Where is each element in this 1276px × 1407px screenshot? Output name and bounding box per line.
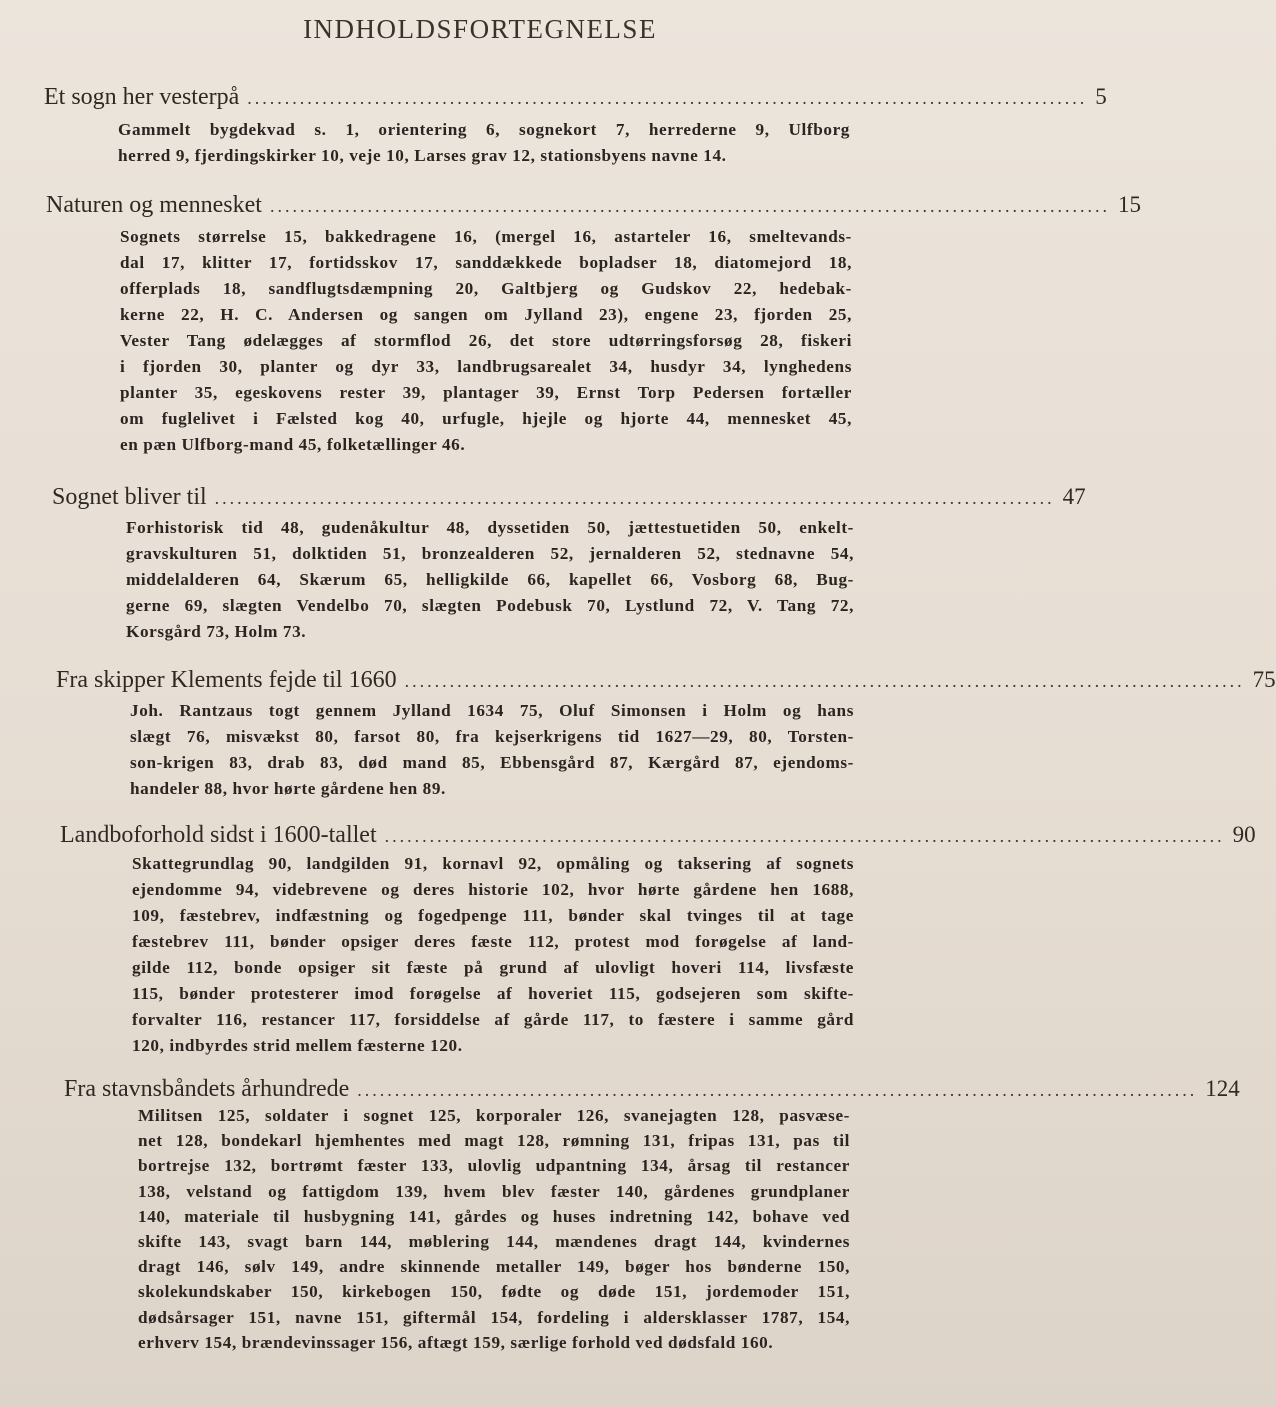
summary-line: skifte 143, svagt barn 144, møblering 144, mændenes dragt 144, kvindernes xyxy=(138,1232,850,1252)
dot-leader: ................................................................................................................ xyxy=(404,671,1245,691)
toc-section xyxy=(44,82,1107,169)
dot-leader: ................................................................................................................ xyxy=(384,826,1225,846)
summary-line: Sognets størrelse 15, bakkedragene 16, (mergel 16, astarteler 16, smeltevands- xyxy=(120,227,852,246)
toc-section xyxy=(60,820,1256,1059)
summary-line: i fjorden 30, planter og dyr 33, landbrugsarealet 34, husdyr 34, lynghedens xyxy=(120,357,852,376)
section-summary xyxy=(138,1103,850,1355)
summary-line: fæstebrev 111, bønder opsiger deres fæste 112, protest mod forøgelse af land- xyxy=(132,932,854,951)
summary-line: Militsen 125, soldater i sognet 125, korporaler 126, svanejagten 128, pasvæse- xyxy=(138,1106,850,1125)
section-summary xyxy=(126,515,854,645)
toc-entry-row xyxy=(46,190,1141,221)
toc-section xyxy=(46,190,1141,458)
summary-line: 109, fæstebrev, indfæstning og fogedpenge 111, bønder skal tvinges til at tage xyxy=(132,906,854,925)
summary-line: planter 35, egeskovens rester 39, plantager 39, Ernst Torp Pedersen fortæller xyxy=(120,383,852,402)
summary-line: om fuglelivet i Fælsted kog 40, urfugle, hjejle og hjorte 44, mennesket 45, xyxy=(120,409,852,428)
section-summary xyxy=(120,224,852,458)
summary-line: herred 9, fjerdingskirker 10, veje 10, Larses grav 12, stationsbyens navne 14. xyxy=(118,146,727,165)
summary-line: 115, bønder protesterer imod forøgelse af hoveriet 115, godsejeren som skifte- xyxy=(132,984,854,1003)
summary-line: 120, indbyrdes strid mellem fæsterne 120. xyxy=(132,1036,463,1055)
summary-line: middelalderen 64, Skærum 65, helligkilde 66, kapellet 66, Vosborg 68, Bug- xyxy=(126,570,854,589)
summary-line: Vester Tang ødelægges af stormflod 26, det store udtørringsforsøg 28, fiskeri xyxy=(120,331,852,350)
section-title: Sognet bliver til xyxy=(52,484,207,510)
summary-line: gravskulturen 51, dolktiden 51, bronzealderen 52, jernalderen 52, stednavne 54, xyxy=(126,544,854,563)
summary-line: son-krigen 83, drab 83, død mand 85, Ebbensgård 87, Kærgård 87, ejendoms- xyxy=(130,753,854,772)
section-title: Naturen og mennesket xyxy=(46,192,262,218)
summary-line: Korsgård 73, Holm 73. xyxy=(126,622,307,641)
page-number: 47 xyxy=(1062,484,1086,509)
summary-line: Forhistorisk tid 48, gudenåkultur 48, dyssetiden 50, jættestuetiden 50, enkelt- xyxy=(126,518,854,537)
summary-line: gerne 69, slægten Vendelbo 70, slægten Podebusk 70, Lystlund 72, V. Tang 72, xyxy=(126,596,854,615)
summary-line: handeler 88, hvor hørte gårdene hen 89. xyxy=(130,779,446,798)
section-title: Fra skipper Klements fejde til 1660 xyxy=(56,667,397,693)
toc-section xyxy=(64,1074,1240,1355)
summary-line: erhverv 154, brændevinssager 156, aftægt 159, særlige forhold ved dødsfald 160. xyxy=(138,1332,774,1352)
summary-line: kerne 22, H. C. Andersen og sangen om Jylland 23), engene 23, fjorden 25, xyxy=(120,305,852,324)
summary-line: Joh. Rantzaus togt gennem Jylland 1634 75, Oluf Simonsen i Holm og hans xyxy=(130,701,854,720)
page-heading: INDHOLDSFORTEGNELSE xyxy=(303,14,657,44)
section-summary xyxy=(130,698,854,802)
summary-line: dødsårsager 151, navne 151, giftermål 154, fordeling i aldersklasser 1787, 154, xyxy=(138,1307,850,1327)
dot-leader: ................................................................................................................ xyxy=(214,488,1055,508)
summary-line: forvalter 116, restancer 117, forsiddelse af gårde 117, to fæstere i samme gård xyxy=(132,1010,854,1029)
section-summary xyxy=(118,117,850,169)
toc-entry-row xyxy=(56,665,1276,696)
toc-entry-row xyxy=(52,482,1086,513)
page-number: 90 xyxy=(1232,822,1256,847)
summary-line: dal 17, klitter 17, fortidsskov 17, sanddækkede bopladser 18, diatomejord 18, xyxy=(120,253,852,272)
summary-line: Gammelt bygdekvad s. 1, orientering 6, sognekort 7, herrederne 9, Ulfborg xyxy=(118,120,850,139)
section-summary xyxy=(132,851,854,1059)
page-number: 124 xyxy=(1205,1076,1240,1101)
page-number: 15 xyxy=(1117,192,1141,217)
toc-section xyxy=(52,482,1086,645)
summary-line: ejendomme 94, videbrevene og deres historie 102, hvor hørte gårdene hen 1688, xyxy=(132,880,854,899)
section-title: Landboforhold sidst i 1600-tallet xyxy=(60,822,377,848)
summary-line: Skattegrundlag 90, landgilden 91, kornavl 92, opmåling og taksering af sognets xyxy=(132,854,854,873)
toc-section xyxy=(56,665,1276,802)
dot-leader: ................................................................................................................ xyxy=(357,1080,1198,1100)
page-number: 5 xyxy=(1095,84,1107,109)
section-title: Fra stavnsbåndets århundrede xyxy=(64,1076,350,1102)
summary-line: offerplads 18, sandflugtsdæmpning 20, Galtbjerg og Gudskov 22, hedebak- xyxy=(120,279,852,298)
summary-line: slægt 76, misvækst 80, farsot 80, fra kejserkrigens tid 1627—29, 80, Torsten- xyxy=(130,727,854,746)
summary-line: 140, materiale til husbygning 141, gårdes og huses indretning 142, bohave ved xyxy=(138,1206,850,1226)
summary-line: skolekundskaber 150, kirkebogen 150, fødte og døde 151, jordemoder 151, xyxy=(138,1282,850,1302)
section-title: Et sogn her vesterpå xyxy=(44,84,240,110)
dot-leader: ................................................................................................................ xyxy=(269,196,1110,216)
toc-entry-row xyxy=(60,820,1256,851)
summary-line: 138, velstand og fattigdom 139, hvem blev fæster 140, gårdenes grundplaner xyxy=(138,1181,850,1201)
summary-line: dragt 146, sølv 149, andre skinnende metaller 149, bøger hos bønderne 150, xyxy=(138,1257,850,1277)
summary-line: en pæn Ulfborg-mand 45, folketællinger 46. xyxy=(120,435,466,454)
toc-entry-row xyxy=(64,1074,1240,1105)
summary-line: bortrejse 132, bortrømt fæster 133, ulovlig udpantning 134, årsag til restancer xyxy=(138,1156,850,1176)
page-number: 75 xyxy=(1252,667,1276,692)
summary-line: gilde 112, bonde opsiger sit fæste på grund af ulovligt hoveri 114, livsfæste xyxy=(132,958,854,977)
summary-line: net 128, bondekarl hjemhentes med magt 128, rømning 131, fripas 131, pas til xyxy=(138,1131,850,1151)
toc-entry-row xyxy=(44,82,1107,113)
dot-leader: ................................................................................................................ xyxy=(247,88,1088,108)
